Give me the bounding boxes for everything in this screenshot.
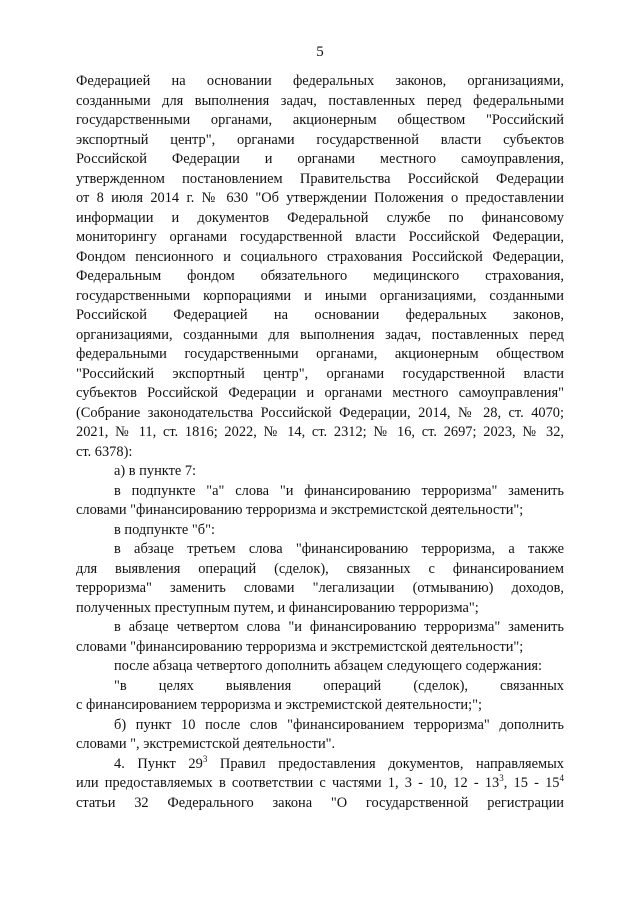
text-line: государственными корпорациями и иными организациями, созданными	[76, 287, 564, 304]
body-text	[76, 72, 564, 813]
text-line: Федерацией на основании федеральных законов, организациями,	[76, 73, 564, 89]
clause-4-text: или предоставляемых в соответствии с частями 1, 3 - 10, 12 - 13	[76, 775, 500, 791]
text-line: в абзаце третьем слова "финансированию терроризма, а также	[114, 541, 564, 557]
text-line: созданными для выполнения задач, поставленных перед федеральными	[76, 92, 564, 109]
clause-4-text: 4. Пункт 29	[114, 755, 203, 772]
text-line: в подпункте "а" слова "и финансированию терроризма" заменить	[114, 482, 564, 499]
clause-4-text: , 15 - 15	[503, 775, 560, 791]
clause-4-line-3: статьи 32 Федерального закона "О государственной регистрации	[76, 794, 564, 811]
text-line: в подпункте "б":	[114, 521, 215, 538]
text-line: от 8 июля 2014 г. № 630 "Об утверждении Положения о предоставлении	[76, 190, 564, 206]
text-line: государственными органами, акционерным обществом "Российский	[76, 112, 564, 128]
text-line: для выявления операций (сделок), связанных с финансированием	[76, 560, 564, 577]
text-line: Российской Федерации и органами местного самоуправления,	[76, 151, 564, 167]
text-line: терроризма" заменить словами "легализации (отмыванию) доходов,	[76, 580, 564, 596]
text-line: субъектов Российской Федерации и органами местного самоуправления"	[76, 385, 564, 401]
superscript: 3	[202, 753, 208, 764]
text-line: в абзаце четвертом слова "и финансированию терроризма" заменить	[114, 619, 564, 635]
clause-4-line-1	[76, 755, 564, 775]
text-line: мониторингу органами государственной власти Российской Федерации,	[76, 229, 564, 245]
superscript: 4	[559, 773, 564, 783]
text-line: 2021, № 11, ст. 1816; 2022, № 14, ст. 2312; № 16, ст. 2697; 2023, № 32,	[76, 424, 564, 440]
text-line: (Собрание законодательства Российской Федерации, 2014, № 28, ст. 4070;	[76, 404, 564, 421]
text-line: Федеральным фондом обязательного медицинского страхования,	[76, 268, 564, 284]
text-line: экспортный центр", органами государственной власти субъектов	[76, 131, 564, 148]
text-line: "в целях выявления операций (сделок), связанных	[114, 677, 564, 694]
clause-4-line-2	[76, 774, 564, 794]
text-line: "Российский экспортный центр", органами государственной власти	[76, 365, 564, 382]
text-lines	[76, 72, 564, 755]
text-line: словами "финансированию терроризма и экстремистской деятельности";	[76, 502, 524, 518]
text-line: с финансированием терроризма и экстремистской деятельности;";	[76, 697, 482, 713]
clause-4-text: Правил предоставления документов, направляемых	[207, 755, 564, 772]
text-line: а) в пункте 7:	[114, 463, 197, 479]
text-line: словами "финансированию терроризма и экстремистской деятельности";	[76, 638, 524, 655]
text-line: федеральными государственными органами, акционерным обществом	[76, 346, 564, 362]
text-line: полученных преступным путем, и финансированию терроризма";	[76, 599, 479, 616]
text-line: ст. 6378):	[76, 443, 133, 460]
text-line: б) пункт 10 после слов "финансированием терроризма" дополнить	[114, 716, 564, 733]
text-line: утвержденном постановлением Правительства Российской Федерации	[76, 170, 564, 187]
text-line: Фондом пенсионного и социального страхования Российской Федерации,	[76, 248, 564, 265]
text-line: после абзаца четвертого дополнить абзацем следующего содержания:	[114, 658, 543, 674]
page-number: 5	[316, 44, 324, 60]
text-line: организациями, созданными для выполнения задач, поставленных перед	[76, 326, 564, 343]
text-line: словами ", экстремистской деятельности".	[76, 736, 336, 752]
text-line: Российской Федерацией на основании федеральных законов,	[76, 307, 564, 323]
text-line: информации и документов Федеральной службе по финансовому	[76, 209, 564, 226]
superscript: 3	[499, 773, 504, 783]
